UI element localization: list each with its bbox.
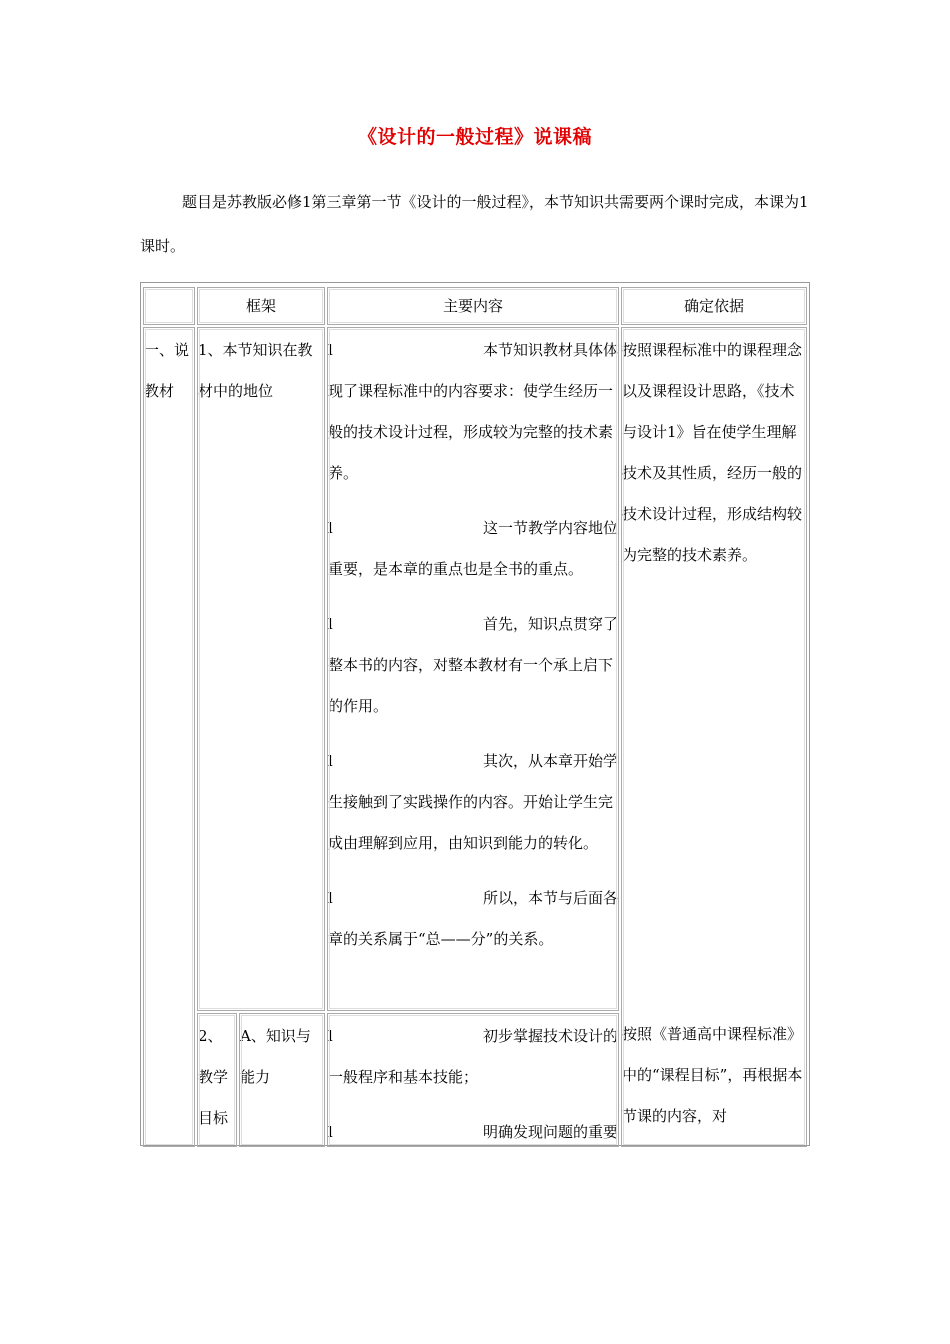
basis-text-1: 按照课程标准中的课程理念以及课程设计思路，《技术与设计1》旨在使学生理解技术及其性质，经历一般的技术设计过程，形成结构较为完整的技术素养。	[622, 341, 803, 564]
bullet-text: 现了课程标准中的内容要求：使学生经历一般的技术设计过程，形成较为完整的技术素养。	[328, 382, 614, 482]
subframework-label: A、知识与能力	[240, 1027, 311, 1086]
bullet-mark: l	[328, 1123, 333, 1141]
content-bullet	[328, 878, 618, 960]
section-label: 一、说教材	[144, 341, 190, 400]
section-cell	[143, 327, 195, 1147]
content-bullet	[328, 330, 618, 494]
bullet-lead: 明确发现问题的重要	[482, 1123, 618, 1141]
content-cell-2	[327, 1013, 619, 1147]
content-cell-1	[327, 327, 619, 1011]
bullet-mark: l	[328, 519, 333, 537]
bullet-text: 整本书的内容，对整本教材有一个承上启下的作用。	[328, 656, 614, 715]
framework-label-1: 1、本节知识在教材中的地位	[198, 341, 313, 400]
bullet-mark: l	[328, 889, 333, 907]
bullet-lead: 首先，知识点贯穿了	[482, 615, 618, 633]
content-bullet	[328, 1112, 618, 1147]
bullet-text: 重要，是本章的重点也是全书的重点。	[328, 560, 584, 578]
basis-cell	[621, 327, 807, 1147]
page-title: 《设计的一般过程》说课稿	[357, 126, 592, 148]
content-bullet	[328, 604, 618, 727]
lesson-table	[140, 282, 810, 1146]
bullet-mark: l	[328, 752, 333, 770]
bullet-lead: 这一节教学内容地位	[482, 519, 618, 537]
bullet-lead: 其次，从本章开始学	[482, 752, 618, 770]
bullet-lead: 初步掌握技术设计的	[482, 1027, 618, 1045]
basis-text-2: 按照《普通高中课程标准》中的“课程目标”，再根据本节课的内容，对	[622, 1025, 803, 1125]
bullet-text: 章的关系属于“总——分”的关系。	[328, 930, 554, 948]
subframework-cell	[239, 1013, 325, 1147]
header-framework: 框架	[197, 287, 325, 325]
bullet-lead: 本节知识教材具体体	[482, 341, 618, 359]
bullet-mark: l	[328, 341, 333, 359]
framework-label-2: 2、教学目标	[198, 1027, 229, 1127]
content-bullet	[328, 741, 618, 864]
framework-cell-1	[197, 327, 325, 1011]
framework-cell-2	[197, 1013, 237, 1147]
bullet-lead: 所以，本节与后面各	[482, 889, 618, 907]
bullet-text: 一般程序和基本技能；	[328, 1068, 479, 1086]
header-basis: 确定依据	[621, 287, 807, 325]
bullet-mark: l	[328, 615, 333, 633]
bullet-text: 生接触到了实践操作的内容。开始让学生完成由理解到应用，由知识到能力的转化。	[328, 793, 614, 852]
bullet-mark: l	[328, 1027, 333, 1045]
header-blank-cell	[143, 287, 195, 325]
header-main-content: 主要内容	[327, 287, 619, 325]
intro-paragraph: 题目是苏教版必修1第三章第一节《设计的一般过程》，本节知识共需要两个课时完成，本课为1课时。	[140, 193, 809, 255]
content-bullet	[328, 1016, 618, 1098]
content-bullet	[328, 508, 618, 590]
